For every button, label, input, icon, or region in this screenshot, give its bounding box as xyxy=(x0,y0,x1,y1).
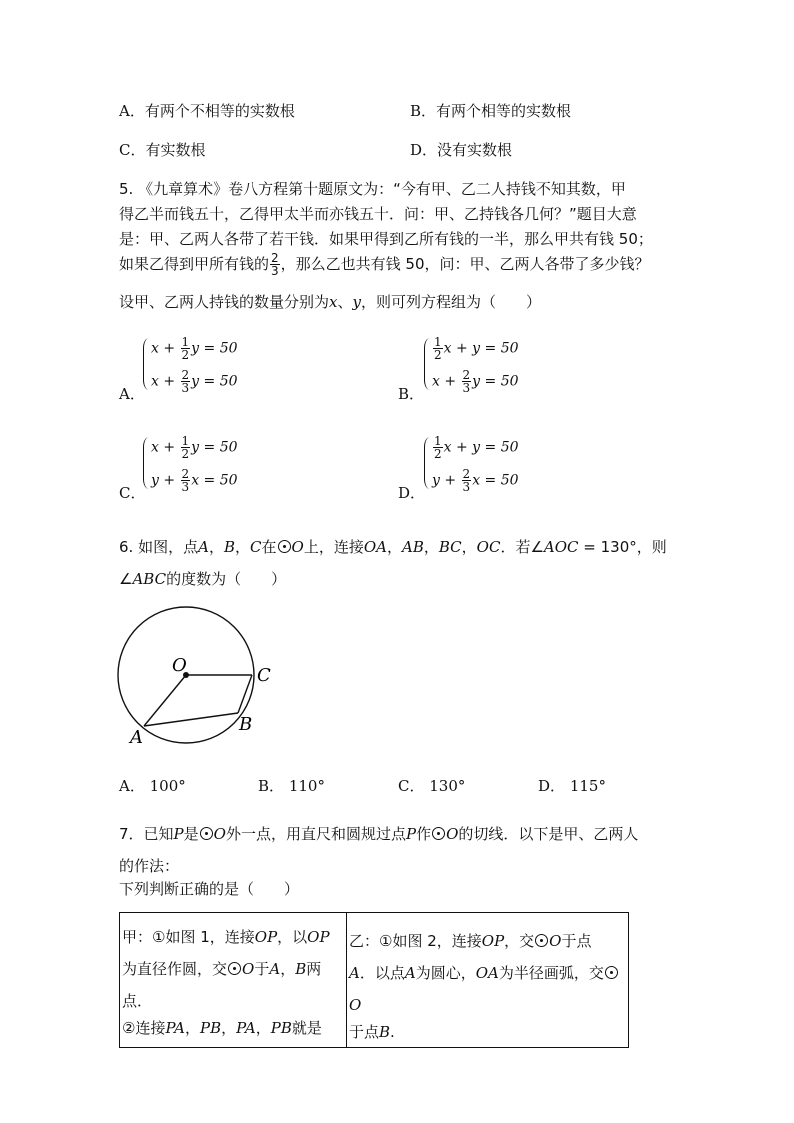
method-jia-cell: 甲：①如图 1，连接OP，以OP 为直径作圆，交 O于A，B两点． ②连接PA，PB，PA，PB就是 xyxy=(120,913,347,1048)
label-o: O xyxy=(172,655,187,676)
label-c: C xyxy=(257,665,271,686)
q5-option-c-letter: C． xyxy=(119,484,146,502)
circle-dot-symbol xyxy=(605,966,618,979)
label-b: B xyxy=(239,714,253,735)
q4-option-a: A．有两个不相等的实数根 xyxy=(119,102,295,120)
circle-dot-symbol xyxy=(228,962,241,975)
q7-line-3: 下列判断正确的是（ ） xyxy=(119,880,300,898)
q4-option-b: B．有两个相等的实数根 xyxy=(410,102,572,120)
q5-option-a-letter: A． xyxy=(119,385,145,403)
q5-line-3: 是：甲、乙两人各带了若干钱．如果甲得到乙所有钱的一半，那么甲共有钱 50； xyxy=(119,230,653,248)
segment-oa xyxy=(144,675,186,726)
circle-dot-symbol xyxy=(432,827,445,840)
q5-line-1: 5. 《九章算术》卷八方程第十题原文为：“今有甲、乙二人持钱不知其数，甲 xyxy=(119,180,626,198)
segment-ab xyxy=(144,713,238,726)
label-a: A xyxy=(130,727,143,748)
q5-option-b-letter: B． xyxy=(398,385,425,403)
q7-methods-table xyxy=(119,912,629,1048)
q5-option-d-letter: D． xyxy=(398,484,426,502)
q6-line-2: ∠ABC的度数为（ ） xyxy=(119,570,287,588)
circle-dot-symbol xyxy=(535,934,548,947)
q7-line-1: 7．已知P是 O外一点，用直尺和圆规过点P作 O的切线．以下是甲、乙两人 xyxy=(119,825,639,843)
q6-line-1: 6. 如图，点A，B，C在 O上，连接OA，AB，BC，OC．若∠AOC = 130°，则 xyxy=(119,538,667,556)
q5-line-2: 得乙半而钱五十，乙得甲太半而亦钱五十．问：甲、乙持钱各几何？”题目大意 xyxy=(119,205,637,223)
q4-option-c: C．有实数根 xyxy=(119,141,206,159)
circle-dot-symbol xyxy=(278,540,291,553)
circle-dot-symbol xyxy=(200,827,213,840)
method-yi-cell: 乙：①如图 2，连接OP，交 O于点 A．以点A为圆心，OA为半径画弧，交O 于点B. xyxy=(347,913,629,1048)
q7-line-2: 的作法： xyxy=(119,857,180,875)
q4-option-d: D．没有实数根 xyxy=(410,141,513,159)
q6-option-c: C． 130° xyxy=(398,777,466,795)
q6-option-d: D． 115° xyxy=(538,777,606,795)
q6-circle-figure xyxy=(110,600,290,750)
q5-line-5: 设甲、乙两人持钱的数量分别为x、y，则可列方程组为（ ） xyxy=(119,293,541,311)
fraction-two-thirds: $\frac{2}{3}$ xyxy=(271,251,279,278)
q5-line-4: 如果乙得到甲所有钱的 $\frac{2}{3}$ ，那么乙也共有钱 50，问：甲、乙两人各带了多少钱？ xyxy=(119,251,650,278)
q6-option-b: B． 110° xyxy=(258,777,325,795)
segment-bc xyxy=(238,675,252,713)
q6-option-a: A． 100° xyxy=(119,777,186,795)
